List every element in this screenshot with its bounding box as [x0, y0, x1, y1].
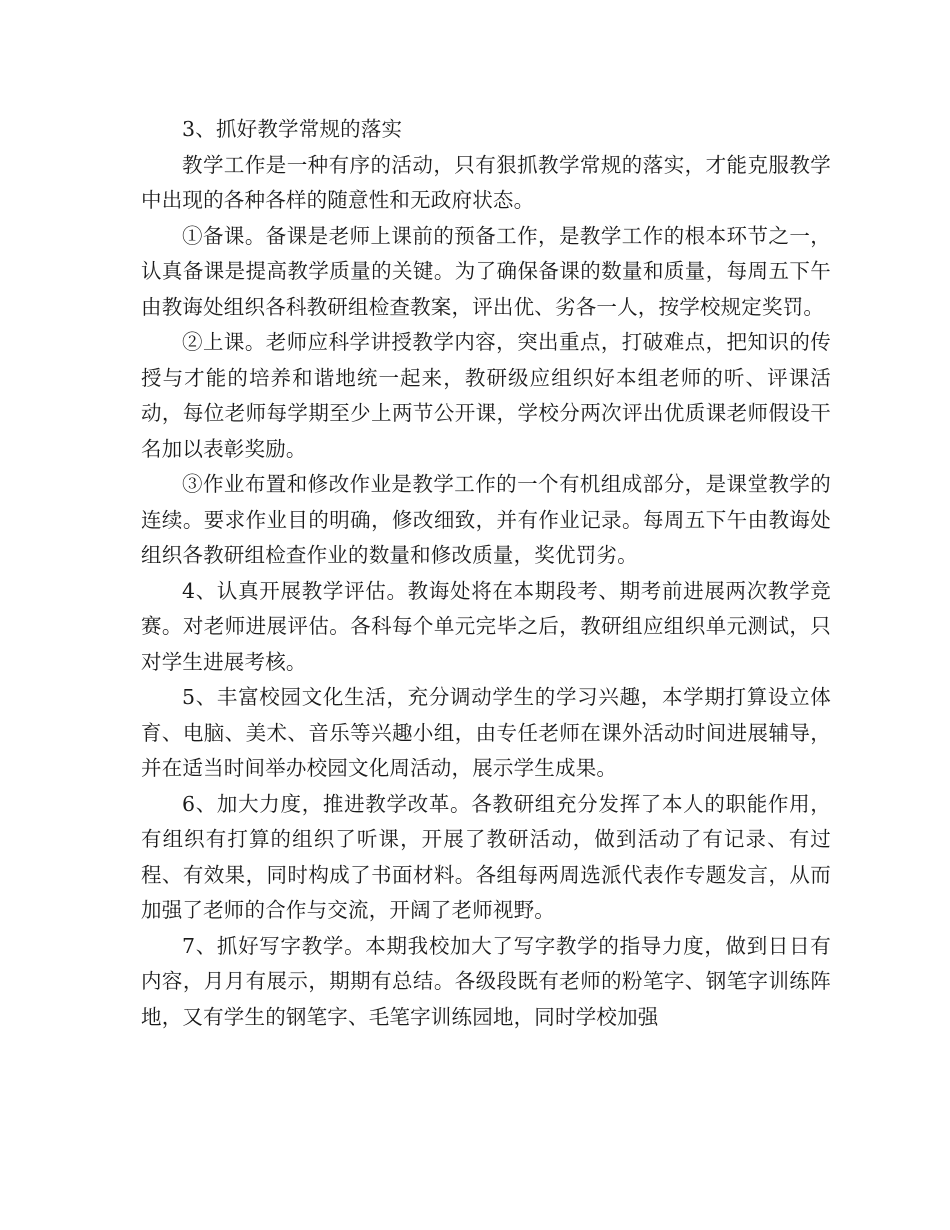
paragraph-writing-teaching: 7、抓好写字教学。本期我校加大了写字教学的指导力度，做到日日有内容，月月有展示，期期有总结。各级段既有老师的粉笔字、钢笔字训练阵地，又有学生的钢笔字、毛笔字训练园地，同时学校加强 — [141, 933, 831, 1029]
paragraph-campus-culture: 5、丰富校园文化生活，充分调动学生的学习兴趣，本学期打算设立体育、电脑、美术、音乐等兴趣小组，由专任老师在课外活动时间进展辅导，并在适当时间举办校园文化周活动，展示学生成果。 — [141, 685, 831, 780]
paragraph-classes: ②上课。老师应科学讲授教学内容，突出重点，打破难点，把知识的传授与才能的培养和谐地统一起来，教研级应组织好本组老师的听、评课活动，每位老师每学期至少上两节公开课，学校分两次评出优质课老师假设干名加以表彰奖励。 — [141, 330, 831, 461]
paragraph-teaching-evaluation: 4、认真开展教学评估。教诲处将在本期段考、期考前进展两次教学竞赛。对老师进展评估。各科每个单元完毕之后，教研组应组织单元测试，只对学生进展考核。 — [141, 578, 831, 674]
paragraph-teaching-reform: 6、加大力度，推进教学改革。各教研组充分发挥了本人的职能作用，有组织有打算的组织了听课，开展了教研活动，做到活动了有记录、有过程、有效果，同时构成了书面材料。各组每两周选派代表作专题发言，从而加强了老师的合作与交流，开阔了老师视野。 — [141, 791, 831, 922]
paragraph-homework: ③作业布置和修改作业是教学工作的一个有机组成部分，是课堂教学的连续。要求作业目的明确，修改细致，并有作业记录。每周五下午由教诲处组织各教研组检查作业的数量和修改质量，奖优罚劣。 — [141, 472, 831, 567]
paragraph-lesson-preparation: ①备课。备课是老师上课前的预备工作，是教学工作的根本环节之一，认真备课是提高教学质量的关键。为了确保备课的数量和质量，每周五下午由教诲处组织各科教研组检查教案，评出优、劣各一人，按学校规定奖罚。 — [141, 223, 831, 319]
paragraph-teaching-order: 教学工作是一种有序的活动，只有狠抓教学常规的落实，才能克服教学中出现的各种各样的随意性和无政府状态。 — [141, 152, 831, 212]
section-heading: 3、抓好教学常规的落实 — [182, 117, 403, 141]
document-body — [141, 112, 831, 1035]
